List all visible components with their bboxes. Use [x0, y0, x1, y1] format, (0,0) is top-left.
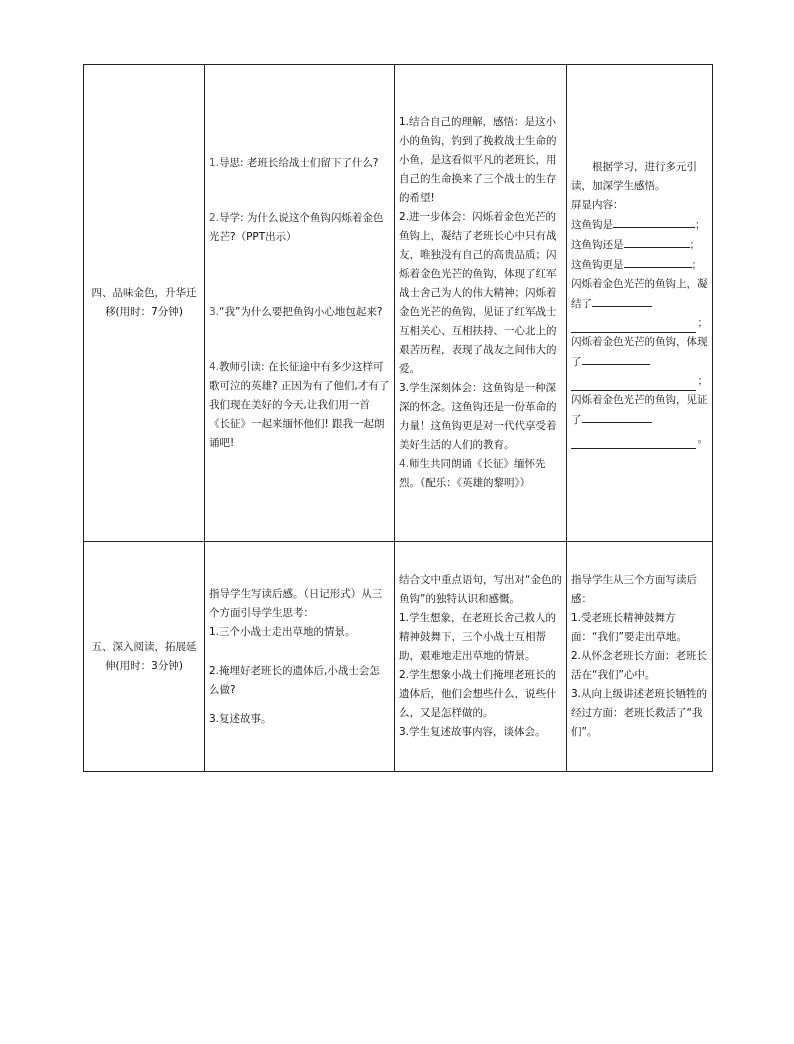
teacher-point-1: 1.三个小战士走出草地的情景。: [209, 625, 356, 638]
fill-blank: [613, 215, 695, 228]
student-activity-2: 2.进一步体会：闪烁着金色光芒的鱼钩上，凝结了老班长心中只有战友，唯独没有自己的高贵品质；闪烁着金色光芒的鱼钩，体现了红军战士舍己为人的伟大精神；闪烁着金色光芒的鱼钩，见证了红军战士互相关心、互相扶持、一心北上的艰苦历程，表现了战友之间伟大的爱。: [399, 211, 557, 375]
design-point-1: 1.受老班长精神鼓舞方面：“我们”要走出草地。: [571, 612, 687, 643]
stage-label: 四、品味金色，升华迁移(用时：7分钟): [91, 287, 197, 318]
fill-line-5-cont: ；: [571, 372, 708, 391]
design-point-2: 2.从怀念老班长方面：老班长活在“我们”心中。: [571, 650, 708, 681]
table-row: [84, 65, 713, 542]
stage-label: 五、深入阅读，拓展延伸(用时：3分钟): [91, 640, 197, 672]
fill-blank: [582, 410, 652, 423]
fill-blank: [592, 294, 652, 307]
teacher-question-1: 1.导思: 老班长给战士们留下了什么?: [209, 156, 379, 169]
student-activity-3: 3.学生深刻体会：这鱼钩是一种深深的怀念。这鱼钩还是一份革命的力量！这鱼钩更是对一代代享受着美好生活的人们的教育。: [399, 382, 557, 451]
student-activity-1: 1.学生想象，在老班长舍己救人的精神鼓舞下，三个小战士互相帮助，艰难地走出草地的情景。: [399, 612, 557, 662]
fill-blank: [624, 255, 692, 268]
table-row: [84, 542, 713, 772]
fill-line-6-cont: 。: [571, 430, 708, 449]
student-intro: 结合文中重点语句，写出对“金色的鱼钩”的独特认识和感慨。: [399, 574, 562, 605]
design-point-3: 3.从向上级讲述老班长牺牲的经过方面：老班长救活了“我们”。: [571, 688, 708, 738]
stage-cell: [84, 65, 205, 542]
fill-blank: [571, 320, 696, 333]
fill-blank: [624, 235, 690, 248]
teacher-question-3: 3.“我”为什么要把鱼钩小心地包起来?: [209, 305, 383, 318]
fill-line-2: 这鱼钩还是 ；: [571, 235, 708, 255]
fill-blank: [582, 352, 650, 365]
student-activity-4: 4.师生共同朗诵《长征》缅怀先烈。（配乐：《英雄的黎明》）: [399, 458, 546, 489]
teacher-point-2: 2.掩埋好老班长的遗体后,小战士会怎么做?: [209, 664, 380, 696]
design-intro: 指导学生从三个方面写读后感：: [571, 574, 697, 605]
fill-line-6: 闪烁着金色光芒的鱼钩，见证了: [571, 393, 708, 426]
teacher-activity-cell: [205, 65, 395, 542]
student-activity-cell: [395, 65, 567, 542]
teacher-intro: 指导学生写读后感。（日记形式）从三个方面引导学生思考：: [209, 587, 383, 619]
student-activity-cell: [395, 542, 567, 772]
teacher-question-4: 4.教师引读: 在长征途中有多少这样可歌可泣的英雄? 正因为有了他们,才有了我们现在美好的今天,让我们用一首《长征》一起来缅怀他们! 跟我一起朗诵吧!: [209, 360, 390, 449]
fill-line-1: 这鱼钩是 ；: [571, 215, 708, 235]
stage-cell: [84, 542, 205, 772]
fill-blank: [571, 378, 696, 391]
fill-blank: [571, 436, 696, 449]
student-activity-3: 3.学生复述故事内容，谈体会。: [399, 726, 546, 738]
student-activity-2: 2.学生想象小战士们掩埋老班长的遗体后，他们会想些什么，说些什么，又是怎样做的。: [399, 669, 557, 719]
student-activity-1: 1.结合自己的理解，感悟：是这小小的鱼钩，钓到了挽救战士生命的小鱼，是这看似平凡的老班长，用自己的生命换来了三个战士的生存的希望!: [399, 116, 557, 204]
screen-content-label: 屏显内容：: [571, 198, 624, 211]
teacher-question-2: 2.导学: 为什么说这个鱼钩闪烁着金色光芒?（PPT出示）: [209, 211, 384, 243]
design-intent-cell: [567, 542, 713, 772]
fill-line-4-cont: ；: [571, 314, 708, 333]
design-intro: 根据学习，进行多元引读，加深学生感悟。: [571, 160, 697, 192]
teacher-point-3: 3.复述故事。: [209, 712, 272, 725]
teacher-activity-cell: [205, 542, 395, 772]
fill-line-3: 这鱼钩更是 ；: [571, 255, 708, 275]
design-intent-cell: [567, 65, 713, 542]
fill-line-4: 闪烁着金色光芒的鱼钩上，凝结了: [571, 277, 708, 310]
lesson-plan-table: [83, 64, 713, 772]
fill-line-5: 闪烁着金色光芒的鱼钩，体现了: [571, 335, 708, 368]
